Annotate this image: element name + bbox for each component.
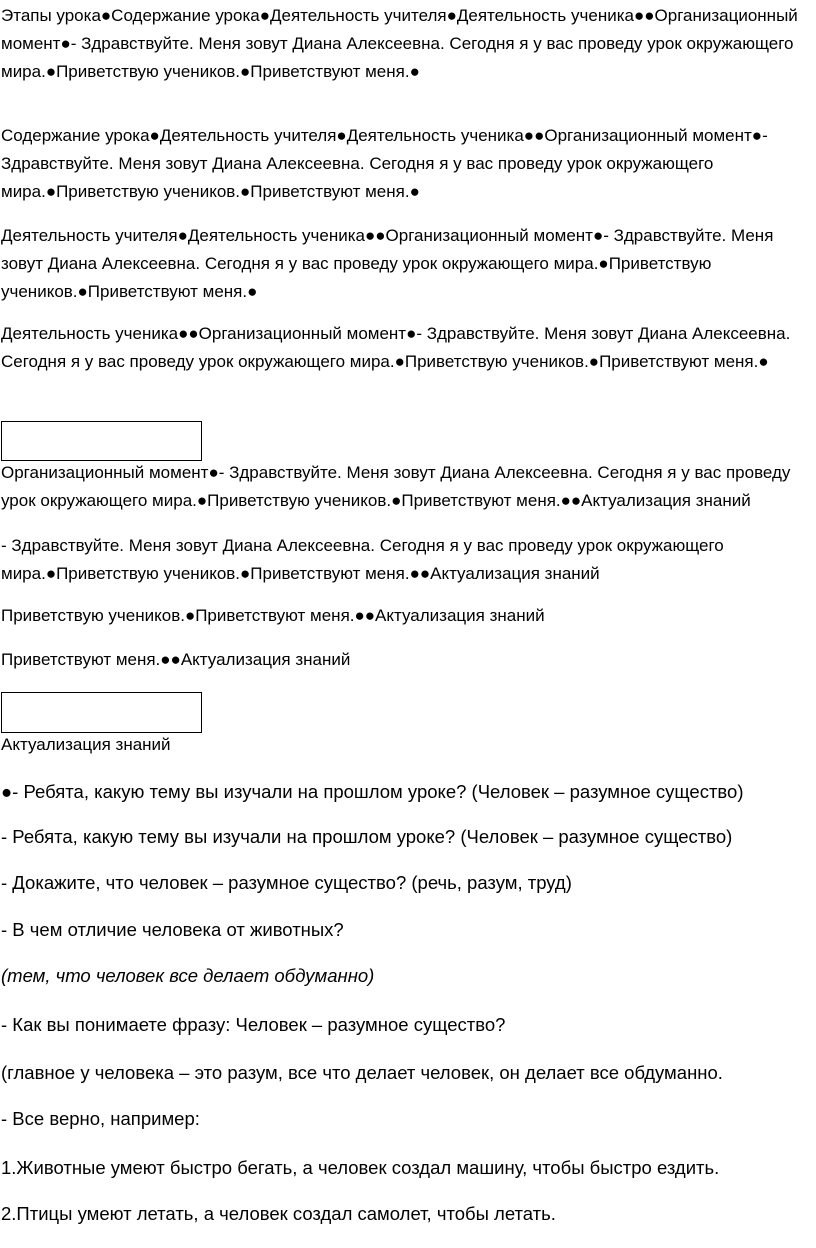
question-line-4: - В чем отличие человека от животных?	[1, 919, 344, 940]
text-block-2: Содержание урока●Деятельность учителя●Деятельность ученика●●Организационный момент●- Здравствуйте. Меня зовут Диана Алексеевна. Сегодня я у вас проведу урок окружающего мира.●Приветствую учеников.●Приветствуют меня.●	[1, 126, 768, 201]
question-line-1: ●- Ребята, какую тему вы изучали на прошлом уроке? (Человек – разумное существо)	[1, 781, 744, 802]
answer-line-italic: (тем, что человек все делает обдуманно)	[1, 965, 375, 986]
section-heading-actualization: Актуализация знаний	[1, 735, 171, 754]
text-block-7: Приветствую учеников.●Приветствуют меня.●●Актуализация знаний	[1, 606, 545, 625]
text-block-3: Деятельность учителя●Деятельность ученика●●Организационный момент●- Здравствуйте. Меня зовут Диана Алексеевна. Сегодня я у вас проведу урок окружающего мира.●Приветствую учеников.●Приветствуют меня.●	[1, 226, 774, 301]
question-line-3: - Докажите, что человек – разумное существо? (речь, разум, труд)	[1, 872, 572, 893]
text-block-1: Этапы урока●Содержание урока●Деятельность учителя●Деятельность ученика●●Организационный момент●- Здравствуйте. Меня зовут Диана Алексеевна. Сегодня я у вас проведу урок окружающего мира.●Приветствую учеников.●Приветствуют меня.●	[1, 6, 798, 81]
empty-table-cell-2	[1, 692, 202, 733]
text-block-8: Приветствуют меня.●●Актуализация знаний	[1, 650, 351, 669]
question-line-2: - Ребята, какую тему вы изучали на прошлом уроке? (Человек – разумное существо)	[1, 826, 733, 847]
text-block-5: Организационный момент●- Здравствуйте. Меня зовут Диана Алексеевна. Сегодня я у вас проведу урок окружающего мира.●Приветствую учеников.●Приветствуют меня.●●Актуализация знаний	[1, 463, 791, 510]
example-line-1: 1.Животные умеют быстро бегать, а человек создал машину, чтобы быстро ездить.	[1, 1157, 720, 1178]
statement-line: - Все верно, например:	[1, 1108, 200, 1129]
example-line-2: 2.Птицы умеют летать, а человек создал самолет, чтобы летать.	[1, 1203, 556, 1224]
empty-table-cell-1	[1, 421, 202, 461]
text-block-6: - Здравствуйте. Меня зовут Диана Алексеевна. Сегодня я у вас проведу урок окружающего мира.●Приветствую учеников.●Приветствуют меня.●●Актуализация знаний	[1, 536, 724, 583]
question-line-5: - Как вы понимаете фразу: Человек – разумное существо?	[1, 1014, 506, 1035]
text-block-4: Деятельность ученика●●Организационный момент●- Здравствуйте. Меня зовут Диана Алексеевна. Сегодня я у вас проведу урок окружающего мира.●Приветствую учеников.●Приветствуют меня.●	[1, 324, 791, 371]
answer-line-2: (главное у человека – это разум, все что делает человек, он делает все обдуманно.	[1, 1062, 723, 1083]
